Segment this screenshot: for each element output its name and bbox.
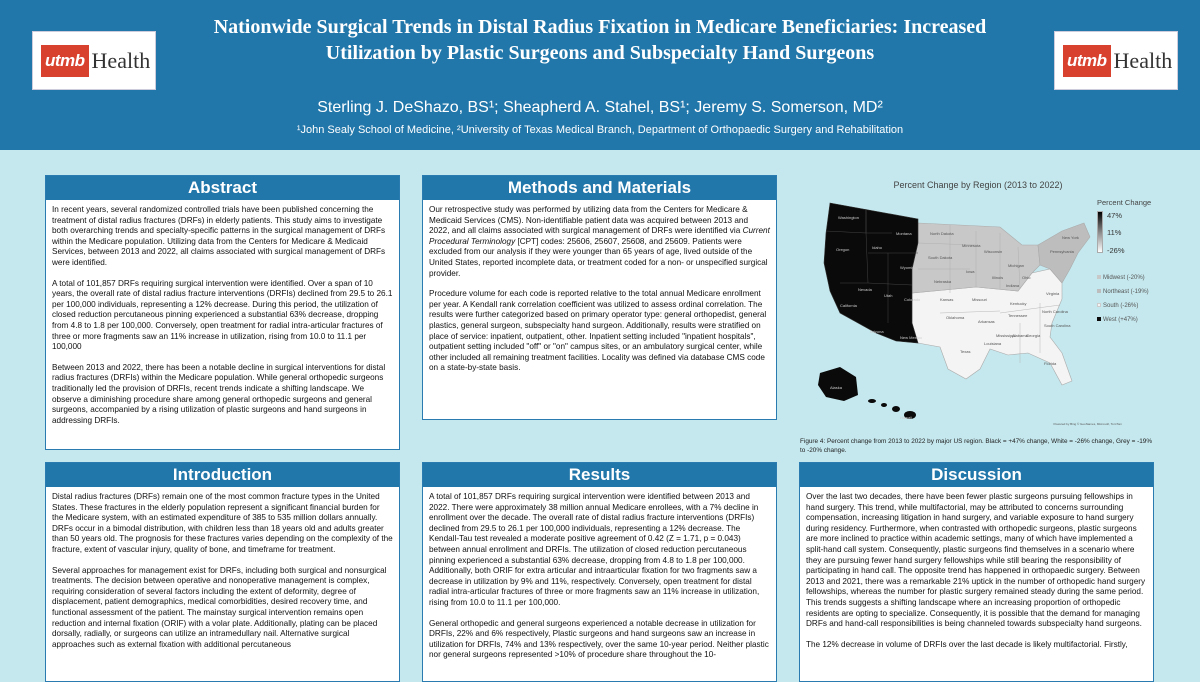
- state-label: Arkansas: [978, 319, 995, 324]
- methods-text: [CPT] codes: 25606, 25607, 25608, and 25609. Patients were excluded from our analysis if they were younger than 65 years of age, lived outside of the United States, reported incomplete data, or treatment coded for a non- or unspecified surgical provider.: [429, 236, 768, 278]
- introduction-heading: Introduction: [46, 463, 399, 487]
- state-label: New York: [1062, 235, 1079, 240]
- legend-item: [1097, 303, 1138, 309]
- state-label: Wisconsin: [984, 249, 1003, 254]
- discussion-paragraph: The 12% decrease in volume of DRFIs over the last decade is likely multifactorial. Firstly,: [806, 639, 1128, 649]
- state-label: California: [840, 303, 857, 308]
- state-label: Ohio: [1022, 275, 1031, 280]
- legend-item-label: West (+47%): [1103, 317, 1138, 323]
- methods-italic-term: Current Procedural Terminology: [429, 226, 770, 246]
- abstract-paragraph: In recent years, several randomized controlled trials have been published concerning the treatment of distal radius fractures (DRFs) in elderly patients. This study aims to investigate both overarching trends and specialty-specific patterns in the surgical management of DRFs within the Medicare population. Utilizing data from the Centers for Medicare & Medicaid Services, between 2013 and 2022, all claims associated with surgical management of DRFs were identified.: [52, 205, 386, 267]
- state-label: Nevada: [858, 287, 872, 292]
- legend-item: [1097, 289, 1149, 295]
- state-label: North Dakota: [930, 231, 954, 236]
- introduction-paragraph: Distal radius fractures (DRFs) remain one of the most common fracture types in the United States. These fractures in the elderly population represent a significant financial burden for the Medicare system, with an estimated expenditure of 385 to 535 million dollars annually. DRFs occur in a bimodal distribution, with children less than 18 years old and adults greater than 50 years old. The prognosis for these fractures varies depending on the complexity of the fracture, extent of vascular injury, quality of bone, and timeframe for treatment.: [52, 492, 393, 554]
- legend-title: Percent Change: [1097, 198, 1152, 207]
- state-label: Nebraska: [934, 279, 952, 284]
- state-label: New Mexico: [900, 335, 922, 340]
- logo-brand: utmb: [41, 45, 89, 77]
- legend-item-label: South (-26%): [1103, 303, 1139, 309]
- legend-gradient: [1097, 211, 1103, 253]
- introduction-panel: [45, 462, 400, 682]
- state-label: Oklahoma: [946, 315, 965, 320]
- state-label: Pennsylvania: [1050, 249, 1074, 254]
- state-label: Colorado: [904, 297, 921, 302]
- title-line-2: Utilization by Plastic Surgeons and Subspecialty Hand Surgeons: [325, 42, 875, 64]
- state-label: Florida: [1044, 361, 1057, 366]
- state-label: Louisiana: [984, 341, 1002, 346]
- legend-label-mid: 11%: [1107, 228, 1122, 237]
- affiliations: ¹John Sealy School of Medicine, ²University of Texas Medical Branch, Department of Orthopaedic Surgery and Rehabilitation: [296, 124, 904, 136]
- discussion-heading: Discussion: [800, 463, 1153, 487]
- legend-label-max: 47%: [1107, 211, 1123, 220]
- map-title: Percent Change by Region (2013 to 2022): [893, 180, 1063, 190]
- state-label: Minnesota: [962, 243, 981, 248]
- discussion-paragraph: Over the last two decades, there have been fewer plastic surgeons pursuing fellowships in hand surgery. This trend, while multifactorial, may be attributed to concerns surrounding compensation, increasing litigation in hand surgery, and variable exposure to hand surgery during residency. Furthermore, when contrasted with orthopedic surgeons, plastic surgeons are more inclined to practice within academic settings, many of which have implemented a split-hand call system. Consequently, plastic surgeons find themselves in a scenario where they are pursuing fewer hand surgery fellowships while still bearing the responsibility of participating in hand call. The opposite trend has happened in orthopaedic surgery. Between 2013 and 2021, there was a remarkable 21% uptick in the number of orthopedic hand surgery fellowships, whereas the number for plastic surgery remained steady during the same period. This trends suggests a shifting landscape where an increasing proportion of orthopedic residents are opting to specialize. Consequently, it is possible that the demand for managing DRFs and hand-call responsibilities is being channeled towards subspecialty hand surgeons.: [806, 492, 1146, 629]
- logo-word: Health: [1113, 47, 1173, 73]
- poster-header: [0, 0, 1200, 150]
- legend-item: [1097, 317, 1138, 323]
- logo-word: Health: [91, 47, 151, 73]
- state-label: Indiana: [1006, 283, 1020, 288]
- state-label: North Carolina: [1042, 309, 1068, 314]
- state-label: Alabama: [1012, 333, 1028, 338]
- utmb-health-logo-right: [1054, 31, 1178, 90]
- region-west-alaska: [818, 367, 858, 401]
- state-label: Tennessee: [1008, 313, 1028, 318]
- state-label: Idaho: [872, 245, 883, 250]
- figure-caption: Figure 4: Percent change from 2013 to 2022 by major US region. Black = +47% change, White = -26% change, Grey = -19% to -20% change.: [800, 438, 1153, 454]
- state-label: Montana: [896, 231, 912, 236]
- state-label: Georgia: [1026, 333, 1041, 338]
- poster-title: [160, 14, 1040, 66]
- state-label: Hawaii: [900, 415, 913, 420]
- state-label: Alaska: [830, 385, 843, 390]
- state-label: Wyoming: [900, 265, 917, 270]
- authors: Sterling J. DeShazo, BS¹; Sheapherd A. Stahel, BS¹; Jeremy S. Somerson, MD²: [317, 99, 883, 116]
- state-label: Missouri: [972, 297, 987, 302]
- state-label: Virginia: [1046, 291, 1060, 296]
- state-label: Texas: [960, 349, 971, 354]
- state-label: Illinois: [992, 275, 1004, 280]
- results-heading: Results: [423, 463, 776, 487]
- results-paragraph: A total of 101,857 DRFs requiring surgical intervention were identified between 2013 and 2022. There were approximately 38 million annual Medicare enrollees, with a 7% decline in enrollment over the decade. The overall rate of distal radius fracture interventions (DRFIs) declined from 29.5 to 26.1 per 100,000 individuals, representing a 12% decrease. The Kendall-Tau test revealed a moderate positive agreement of 0.42 (Z = 1.71, p = 0.043) between annual enrollment and DRFIs. The utilization of closed reduction percutaneous pinning experienced a substantial 63% decrease, dropping from 4.8 to 1.8 per 100,000. Additionally, both ORIF for extra articular and intraarticular fixation for two fragments saw a decrease in utilization by 9% and 11%, respectively. Conversely, open treatment for distal radial intra-articular fractures of three or more fragments saw an 11% increase in utilization, rising from 10.0 to 11.1 per 100,000.: [429, 492, 760, 607]
- state-label: Mississippi: [996, 333, 1016, 338]
- state-label: South Carolina: [1044, 323, 1071, 328]
- legend-item-label: Northeast (-19%): [1103, 289, 1149, 295]
- map-credit: Powered by Bing © GeoNames, Microsoft, TomTom: [1053, 422, 1122, 426]
- results-panel: [422, 462, 777, 682]
- state-label: Utah: [884, 293, 893, 298]
- legend-label-min: -26%: [1107, 246, 1125, 255]
- discussion-panel: [799, 462, 1154, 682]
- state-label: Washington: [838, 215, 859, 220]
- legend-item-label: Midwest (-20%): [1103, 275, 1145, 281]
- region-west: [824, 203, 918, 343]
- methods-text: Our retrospective study was performed by utilizing data from the Centers for Medicare & Medicaid Services (CMS). Non-identifiable patient data was acquired between 2013 and 2022, and all claims associated with surgical management of DRFs were identified via: [429, 205, 749, 236]
- state-label: Michigan: [1008, 263, 1025, 268]
- methods-panel: [422, 175, 777, 420]
- abstract-panel: [45, 175, 400, 450]
- state-label: Kansas: [940, 297, 954, 302]
- region-map-figure: [800, 173, 1156, 463]
- state-label: Arizona: [870, 329, 884, 334]
- state-label: Kentucky: [1010, 301, 1027, 306]
- introduction-paragraph: Several approaches for management exist for DRFs, including both surgical and nonsurgical treatments. The decision between operative and nonoperative management is complex, requiring consideration of several factors including the extent of deformity, degree of displacement, patient demographics, medical comorbidities, desired recovery time, and functional assessment of the patient. The mainstay surgical intervention remains open reduction and internal fixation (ORIF) with a volar plate. Additionally, plating can be placed dorsally, radially, or surgeons can utilize an intramedullary nail. Alternative surgical approaches such as external fixation with additional percutaneous: [52, 565, 387, 649]
- abstract-heading: Abstract: [46, 176, 399, 200]
- title-line-1: Nationwide Surgical Trends in Distal Radius Fixation in Medicare Beneficiaries: Increased: [213, 16, 987, 38]
- methods-paragraph: Procedure volume for each code is reported relative to the total annual Medicare enrollment per year. A Kendall rank correlation coefficient was utilized to assess ordinal correlation. The results were further categorized based on primary operator type: general orthopedist, general plastics, general surgeon, subspecialty hand surgeon. Additionally, results were stratified on place of service: inpatient, outpatient, other. Inpatient setting included "inpatient hospitals", outpatient setting included "off" or "on" campus sites, or an ambulatory surgical center, while other included all remaining treatment facilities. Locality was defined via database CMS code on a state-by-state basis.: [429, 289, 767, 373]
- abstract-paragraph: A total of 101,857 DRFs requiring surgical intervention were identified. Over a span of 10 years, the overall rate of distal radius fracture interventions (DRFIs) declined from 29.5 to 26.1 per 100,000 individuals, representing a 12% decrease. During this period, the utilization of closed reduction percutaneous pinning experienced a substantial 63% decrease, dropping from 4.8 to 1.8 per 100,000. Conversely, open treatment for radial intra-articular fractures of three or more fragments saw an 11% increase in utilization, rising from 10.0 to 11.1 per 100,000: [52, 278, 393, 352]
- utmb-health-logo-left: [32, 31, 156, 90]
- legend-item: [1097, 275, 1145, 281]
- state-label: South Dakota: [928, 255, 953, 260]
- state-label: Iowa: [966, 269, 975, 274]
- logo-brand: utmb: [1063, 45, 1111, 77]
- methods-paragraph: [429, 205, 770, 279]
- methods-heading: Methods and Materials: [423, 176, 776, 200]
- results-paragraph: General orthopedic and general surgeons experienced a notable decrease in utilization for DRFIs, 22% and 6% respectively, Plastic surgeons and hand surgeons saw an increase in utilization for DRFIs, 74% and 13% respectively, over the same 10-year period. Neither plastic nor general surgeons represented >10% of procedure share throughout the 10-: [429, 618, 769, 660]
- state-label: Oregon: [836, 247, 850, 252]
- abstract-paragraph: Between 2013 and 2022, there has been a notable decline in surgical interventions for distal radius fractures (DRFIs) within the Medicare population. While general orthopedic surgeons traditionally led the provision of DRFIs, recent trends indicate a shifting landscape. We observe a diminishing procedure share among general orthopedic surgeons and general surgeons, accompanied by a rising utilization of plastic surgeons and hand surgeons in addressing DRFIs.: [52, 362, 386, 425]
